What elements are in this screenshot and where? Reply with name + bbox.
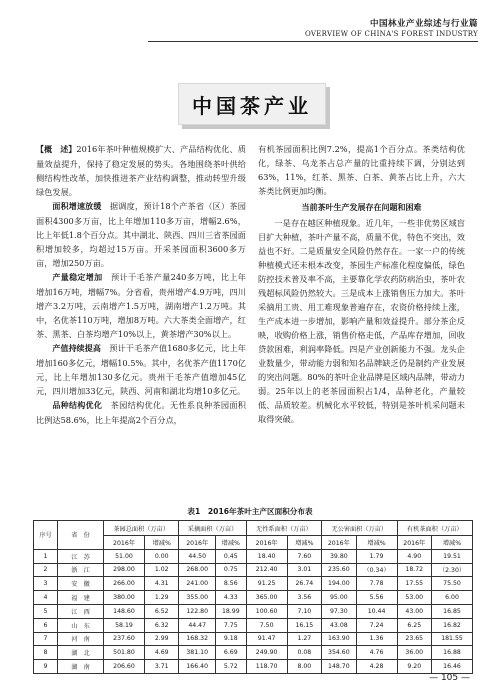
table-cell: 0.00 bbox=[144, 549, 178, 563]
header-change: 增减% bbox=[356, 536, 397, 550]
table-cell: 7.75 bbox=[215, 618, 246, 632]
table-cell: 100.60 bbox=[246, 604, 287, 618]
table-cell: 118.70 bbox=[246, 660, 287, 674]
table-cell: 安 徽 bbox=[58, 577, 104, 591]
table-cell: 381.10 bbox=[179, 646, 216, 660]
table-cell: 6.52 bbox=[144, 604, 178, 618]
table-cell: 51.00 bbox=[104, 549, 145, 563]
table-cell: 4 bbox=[34, 591, 58, 605]
table-cell: 9 bbox=[34, 660, 58, 674]
table-cell: 0.45 bbox=[215, 549, 246, 563]
table-cell: 166.40 bbox=[179, 660, 216, 674]
table-cell: 江 西 bbox=[58, 604, 104, 618]
table-cell: 53.00 bbox=[397, 591, 432, 605]
header-change: 增减% bbox=[287, 536, 321, 550]
table-cell: 163.90 bbox=[322, 632, 357, 646]
table-row bbox=[34, 591, 473, 605]
table-cell: 91.25 bbox=[246, 577, 287, 591]
table-cell: 8.56 bbox=[215, 577, 246, 591]
table-cell: 5.56 bbox=[356, 591, 397, 605]
table-cell: 18.72 bbox=[397, 563, 432, 577]
header-change: 增减% bbox=[144, 536, 178, 550]
table-cell: 江 苏 bbox=[58, 549, 104, 563]
table-cell: 1 bbox=[34, 549, 58, 563]
table-cell: 212.40 bbox=[246, 563, 287, 577]
table-cell: 9.20 bbox=[397, 660, 432, 674]
table-cell: 16.82 bbox=[432, 618, 473, 632]
table-row bbox=[34, 618, 473, 632]
table-cell: 23.65 bbox=[397, 632, 432, 646]
problems-paragraph: 一是存在越区种植现象。近几年，一些非优势区域盲目扩大种植，茶叶产量不高，质量不优，特色不突出，效益也不好。二是质量安全风险仍然存在。一家一户的传统种植模式还未根本改变，茶园生产标准化程度偏低，绿色防控技术普及率不高，主要靠化学农药防病治虫，茶叶农残超标风险仍然较大。三是成本上涨销售压力加大。茶叶采摘用工贵、用工难现象普遍存在，农资价格持续上涨，生产成本进一步增加，影响产量和效益提升。部分茶企反映，收购价格上涨，销售价格走低，产品库存增加，回收贷款困难，利润率降低。四是产业创新能力不强。龙头企业数量少，带动能力弱和知名品牌缺乏仍是制约产业发展的突出问题。80%的茶叶企业品牌是区域内品牌，带动力弱。25年以上的老茶园面积占1/4，品种老化，产量较低、品质较差。机械化水平较低，特别是茶叶机采问题未取得突破。 bbox=[258, 218, 465, 424]
running-header-cn: 中国林业产业综述与行业篇 bbox=[369, 19, 478, 29]
table-row bbox=[34, 604, 473, 618]
table-cell: 8.00 bbox=[287, 660, 321, 674]
table-cell: 181.55 bbox=[432, 632, 473, 646]
table-group-header bbox=[34, 521, 473, 536]
table-cell: 4.76 bbox=[356, 646, 397, 660]
table-cell: 16.46 bbox=[432, 660, 473, 674]
table-cell: 4.31 bbox=[144, 577, 178, 591]
variety-text: 茶园结构优化。无性系良种茶园面积比例达58.6%，比上年提高2个百分点， bbox=[36, 400, 246, 425]
area-paragraph bbox=[36, 199, 246, 270]
output-paragraph bbox=[36, 270, 246, 341]
table-cell: 95.00 bbox=[322, 591, 357, 605]
table-cell: 26.74 bbox=[287, 577, 321, 591]
table-caption: 表1 2016年茶叶主产区面积分布表 bbox=[187, 507, 313, 516]
table-cell: 380.00 bbox=[104, 591, 145, 605]
table-cell: 298.00 bbox=[104, 563, 145, 577]
table-row bbox=[34, 632, 473, 646]
area-table bbox=[33, 520, 473, 674]
table-cell: 168.32 bbox=[179, 632, 216, 646]
header-seq: 序号 bbox=[34, 521, 58, 550]
table-cell: 2.99 bbox=[144, 632, 178, 646]
table-cell: 1.29 bbox=[144, 591, 178, 605]
table-cell: 6.69 bbox=[215, 646, 246, 660]
table-row bbox=[34, 646, 473, 660]
overview-text: 2016年茶叶种植规模扩大、产品结构优化、质量效益提升，保持了稳定发展的势头。各地围绕茶叶供给侧结构性改革，加快推进茶产业结构调整，推动转型升级绿色发展。 bbox=[36, 144, 246, 197]
table-cell: 266.00 bbox=[104, 577, 145, 591]
table-cell: 365.00 bbox=[246, 591, 287, 605]
table-cell: 39.80 bbox=[322, 549, 357, 563]
table-cell: 17.55 bbox=[397, 577, 432, 591]
table-cell: 1.36 bbox=[356, 632, 397, 646]
table-cell: 148.60 bbox=[104, 604, 145, 618]
problems-heading-text: 当前茶叶生产发展存在问题和困难 bbox=[301, 203, 422, 212]
table-cell: 0.75 bbox=[215, 563, 246, 577]
left-column bbox=[36, 142, 246, 427]
table-cell: 3.71 bbox=[144, 660, 178, 674]
header-year: 2016年 bbox=[322, 536, 357, 550]
table-cell: 91.47 bbox=[246, 632, 287, 646]
header-province: 省 份 bbox=[58, 521, 104, 550]
variety-paragraph bbox=[36, 398, 246, 427]
table-cell: 7.50 bbox=[246, 618, 287, 632]
table-cell: 268.00 bbox=[179, 563, 216, 577]
table-cell: 1.02 bbox=[144, 563, 178, 577]
right-column bbox=[258, 142, 465, 426]
table-cell: 9.18 bbox=[215, 632, 246, 646]
table-cell: 58.19 bbox=[104, 618, 145, 632]
value-paragraph bbox=[36, 341, 246, 398]
header-group: 无性系面积（万亩） bbox=[246, 521, 321, 536]
table-cell: 10.44 bbox=[356, 604, 397, 618]
table-cell: 4.90 bbox=[397, 549, 432, 563]
table-cell: 6.00 bbox=[432, 591, 473, 605]
overview-heading: 【概 述】 bbox=[36, 145, 77, 154]
table-cell: 237.60 bbox=[104, 632, 145, 646]
running-header-en: OVERVIEW OF CHINA'S FOREST INDUSTRY bbox=[304, 30, 478, 38]
table-cell: 2 bbox=[34, 563, 58, 577]
table-cell: 43.00 bbox=[397, 604, 432, 618]
table-cell: 湖 南 bbox=[58, 660, 104, 674]
table-body bbox=[34, 549, 473, 673]
table-cell: 354.60 bbox=[322, 646, 357, 660]
table-cell: 6 bbox=[34, 618, 58, 632]
header-change: 增减% bbox=[215, 536, 246, 550]
problems-heading bbox=[258, 200, 465, 215]
structure-paragraph: 有机茶园面积比例7.2%，提高1个百分点。茶类结构优化，绿茶、乌龙茶占总产量的比重持续下调，分别达到63%，11%，红茶、黑茶、白茶、黄茶占比上升，六大茶类比例更加均衡。 bbox=[258, 144, 465, 196]
table-row bbox=[34, 577, 473, 591]
table-cell: 122.80 bbox=[179, 604, 216, 618]
table-cell: （2.30） bbox=[432, 563, 473, 577]
table-cell: （0.34） bbox=[356, 563, 397, 577]
table-cell: 7.78 bbox=[356, 577, 397, 591]
table-cell: 3.01 bbox=[287, 563, 321, 577]
header-rule bbox=[148, 41, 478, 42]
table-cell: 山 东 bbox=[58, 618, 104, 632]
table-cell: 河 南 bbox=[58, 632, 104, 646]
article-title-box bbox=[178, 83, 326, 125]
output-text: 预计干毛茶产量240多万吨，比上年增加16万吨，增幅7%。分省看，贵州增产4.9万吨，四川增产3.2万吨，云南增产1.5万吨，湖南增产1.2万吨。其中，名优茶110万吨，增加8万吨。六大茶类全面增产，红茶、黑茶、白茶均增产10%以上，黄茶增产30%以上。 bbox=[36, 272, 246, 339]
table-cell: 6.32 bbox=[144, 618, 178, 632]
table-cell: 4.69 bbox=[144, 646, 178, 660]
overview-paragraph bbox=[36, 142, 246, 199]
value-heading: 产值持续提高 bbox=[52, 344, 101, 353]
article-title: 中国茶产业 bbox=[192, 93, 312, 118]
header-group: 有机茶面积（万亩） bbox=[397, 521, 473, 536]
table-cell: 97.30 bbox=[322, 604, 357, 618]
table-cell: 249.90 bbox=[246, 646, 287, 660]
table-cell: 43.08 bbox=[322, 618, 357, 632]
table-cell: 湖 北 bbox=[58, 646, 104, 660]
table-cell: 44.47 bbox=[179, 618, 216, 632]
header-year: 2016年 bbox=[246, 536, 287, 550]
table-cell: 16.85 bbox=[432, 604, 473, 618]
header-group: 采摘面积（万亩） bbox=[179, 521, 246, 536]
output-heading: 产量稳定增加 bbox=[52, 273, 103, 282]
value-text: 预计干毛茶产值1680多亿元，比上年增加160多亿元，增幅10.5%。其中，名优茶产值1170亿元，比上年增加130多亿元。贵州干毛茶产值增加45亿元，四川增加33亿元，陕西、河南和湖北均增10多亿元。 bbox=[36, 343, 246, 396]
table-cell: 7.24 bbox=[356, 618, 397, 632]
table-cell: 235.60 bbox=[322, 563, 357, 577]
table-cell: 浙 江 bbox=[58, 563, 104, 577]
table-cell: 19.51 bbox=[432, 549, 473, 563]
header-year: 2016年 bbox=[104, 536, 145, 550]
table-cell: 6.25 bbox=[397, 618, 432, 632]
header-year: 2016年 bbox=[179, 536, 216, 550]
header-group: 无公害面积（万亩） bbox=[322, 521, 397, 536]
area-heading: 面积增速放缓 bbox=[52, 202, 102, 211]
table-cell: 0.08 bbox=[287, 646, 321, 660]
table-row bbox=[34, 563, 473, 577]
table-cell: 4.33 bbox=[215, 591, 246, 605]
table-row bbox=[34, 549, 473, 563]
table-cell: 7 bbox=[34, 632, 58, 646]
table-cell: 1.27 bbox=[287, 632, 321, 646]
table-cell: 3.56 bbox=[287, 591, 321, 605]
table-cell: 206.60 bbox=[104, 660, 145, 674]
header-group: 茶园总面积（万亩） bbox=[104, 521, 179, 536]
table-cell: 4.28 bbox=[356, 660, 397, 674]
table-cell: 501.80 bbox=[104, 646, 145, 660]
table-cell: 355.00 bbox=[179, 591, 216, 605]
variety-heading: 品种结构优化 bbox=[52, 401, 103, 410]
table-cell: 36.00 bbox=[397, 646, 432, 660]
table-cell: 194.00 bbox=[322, 577, 357, 591]
table-cell: 3 bbox=[34, 577, 58, 591]
table-cell: 8 bbox=[34, 646, 58, 660]
table-cell: 7.10 bbox=[287, 604, 321, 618]
table-cell: 18.40 bbox=[246, 549, 287, 563]
header-change: 增减% bbox=[432, 536, 473, 550]
page-number: — 105 — bbox=[429, 673, 470, 683]
table-cell: 44.50 bbox=[179, 549, 216, 563]
table-cell: 148.70 bbox=[322, 660, 357, 674]
table-cell: 1.79 bbox=[356, 549, 397, 563]
table-row bbox=[34, 660, 473, 674]
table-cell: 5 bbox=[34, 604, 58, 618]
table-cell: 福 建 bbox=[58, 591, 104, 605]
table-cell: 241.00 bbox=[179, 577, 216, 591]
table-cell: 18.99 bbox=[215, 604, 246, 618]
table-cell: 16.88 bbox=[432, 646, 473, 660]
table-cell: 16.15 bbox=[287, 618, 321, 632]
table-cell: 5.72 bbox=[215, 660, 246, 674]
table-cell: 7.60 bbox=[287, 549, 321, 563]
area-text: 据调度，预计18个产茶省（区）茶园面积4300多万亩，比上年增加110多万亩，增幅2.6%，比上年低1.8个百分点。其中湖北、陕西、四川三省茶园面积增加较多，均超过15万亩。开采茶园面积3600多万亩，增加250万亩。 bbox=[36, 201, 246, 268]
header-year: 2016年 bbox=[397, 536, 432, 550]
table-cell: 75.50 bbox=[432, 577, 473, 591]
